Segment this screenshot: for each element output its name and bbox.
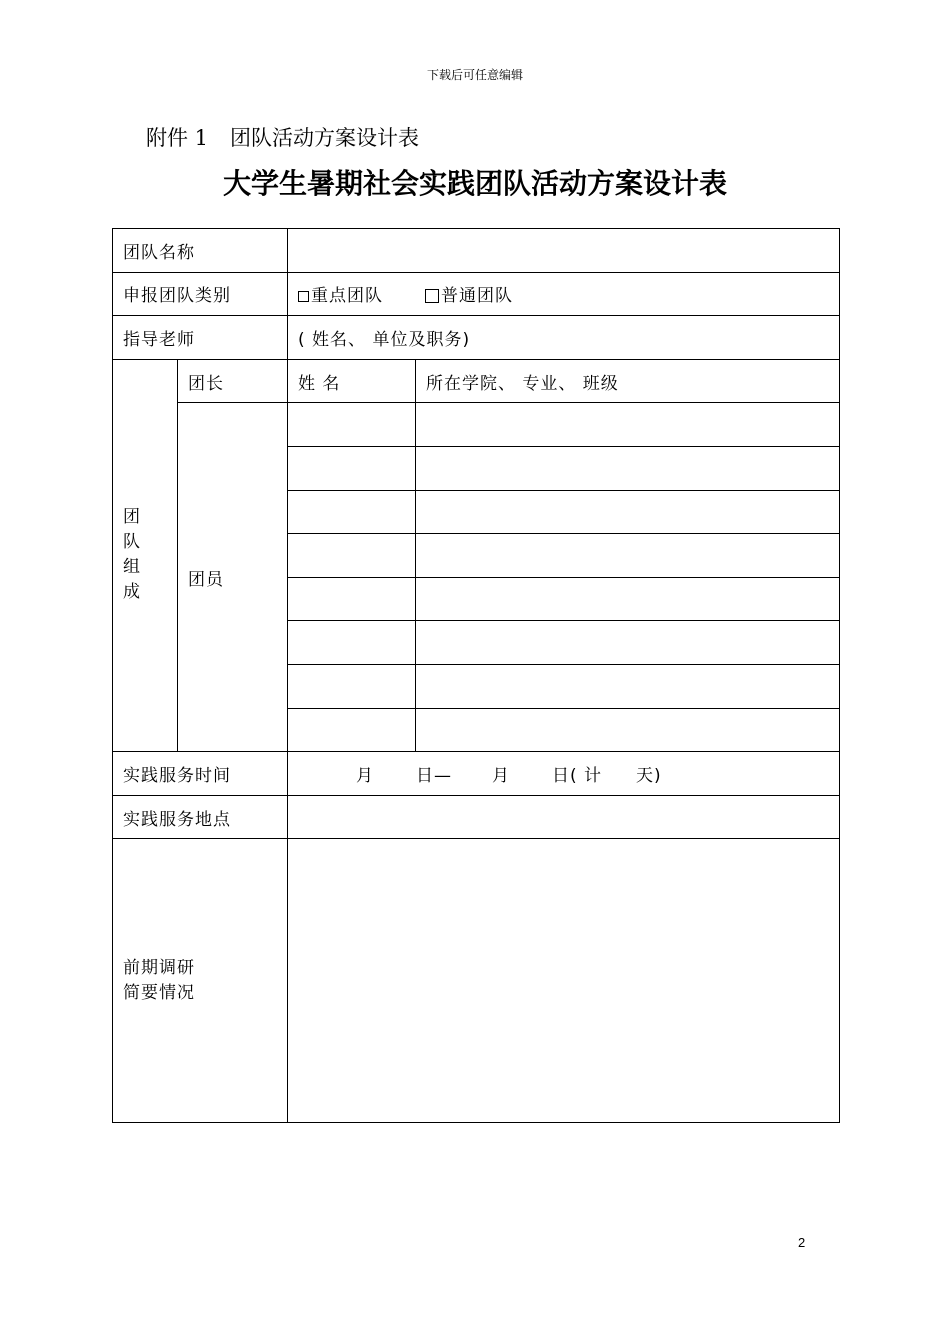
research-label (113, 839, 288, 1123)
member-row (113, 403, 840, 447)
member-dept-field[interactable] (416, 490, 840, 534)
service-place-field[interactable] (288, 795, 840, 839)
attachment-heading (146, 122, 419, 152)
key-team-option-label: 重点团队 (311, 286, 383, 307)
member-name-field[interactable] (288, 403, 416, 447)
end-day-label: 日( 计 (552, 765, 603, 786)
page-title: 大学生暑期社会实践团队活动方案设计表 (222, 167, 727, 200)
activity-plan-form (112, 228, 840, 1123)
member-dept-field[interactable] (416, 534, 840, 578)
member-name-field[interactable] (288, 577, 416, 621)
team-name-label: 团队名称 (113, 229, 288, 273)
dept-header: 所在学院、 专业、 班级 (416, 359, 840, 403)
row-research (113, 839, 840, 1123)
composition-label: 团队组成 (123, 507, 141, 603)
row-service-time (113, 752, 840, 796)
start-month-label: 月 (356, 765, 374, 786)
member-name-field[interactable] (288, 490, 416, 534)
attachment-label: 团队活动方案设计表 (230, 126, 420, 150)
member-dept-field[interactable] (416, 664, 840, 708)
advisor-field[interactable]: ( 姓名、 单位及职务) (288, 316, 840, 360)
normal-team-option-label: 普通团队 (441, 286, 513, 307)
name-header: 姓 名 (288, 359, 416, 403)
member-name-field[interactable] (288, 446, 416, 490)
composition-label-cell (113, 359, 178, 751)
member-name-field[interactable] (288, 621, 416, 665)
team-name-field[interactable] (288, 229, 840, 273)
row-leader (113, 359, 840, 403)
research-field[interactable] (288, 839, 840, 1123)
member-dept-field[interactable] (416, 621, 840, 665)
header-note: 下载后可任意编辑 (426, 68, 523, 82)
row-service-place (113, 795, 840, 839)
team-category-label: 申报团队类别 (113, 272, 288, 316)
team-category-field (288, 272, 840, 316)
days-label: 天) (636, 765, 662, 786)
research-label-line1: 前期调研 (123, 957, 195, 978)
research-label-line2: 简要情况 (123, 982, 195, 1003)
page-number: 2 (798, 1235, 806, 1250)
start-day-label: 日— (416, 765, 452, 786)
row-advisor (113, 316, 840, 360)
service-time-field[interactable] (288, 752, 840, 796)
advisor-label: 指导老师 (113, 316, 288, 360)
end-month-label: 月 (492, 765, 510, 786)
row-team-name (113, 229, 840, 273)
normal-team-checkbox[interactable] (425, 289, 439, 303)
key-team-checkbox[interactable] (298, 291, 309, 302)
leader-label: 团长 (178, 359, 288, 403)
member-name-field[interactable] (288, 664, 416, 708)
member-dept-field[interactable] (416, 577, 840, 621)
member-dept-field[interactable] (416, 446, 840, 490)
member-dept-field[interactable] (416, 403, 840, 447)
row-team-category (113, 272, 840, 316)
member-dept-field[interactable] (416, 708, 840, 752)
attachment-number: 附件 1 (146, 126, 209, 150)
service-place-label: 实践服务地点 (113, 795, 288, 839)
member-name-field[interactable] (288, 534, 416, 578)
member-name-field[interactable] (288, 708, 416, 752)
service-time-label: 实践服务时间 (113, 752, 288, 796)
member-label: 团员 (178, 403, 288, 752)
